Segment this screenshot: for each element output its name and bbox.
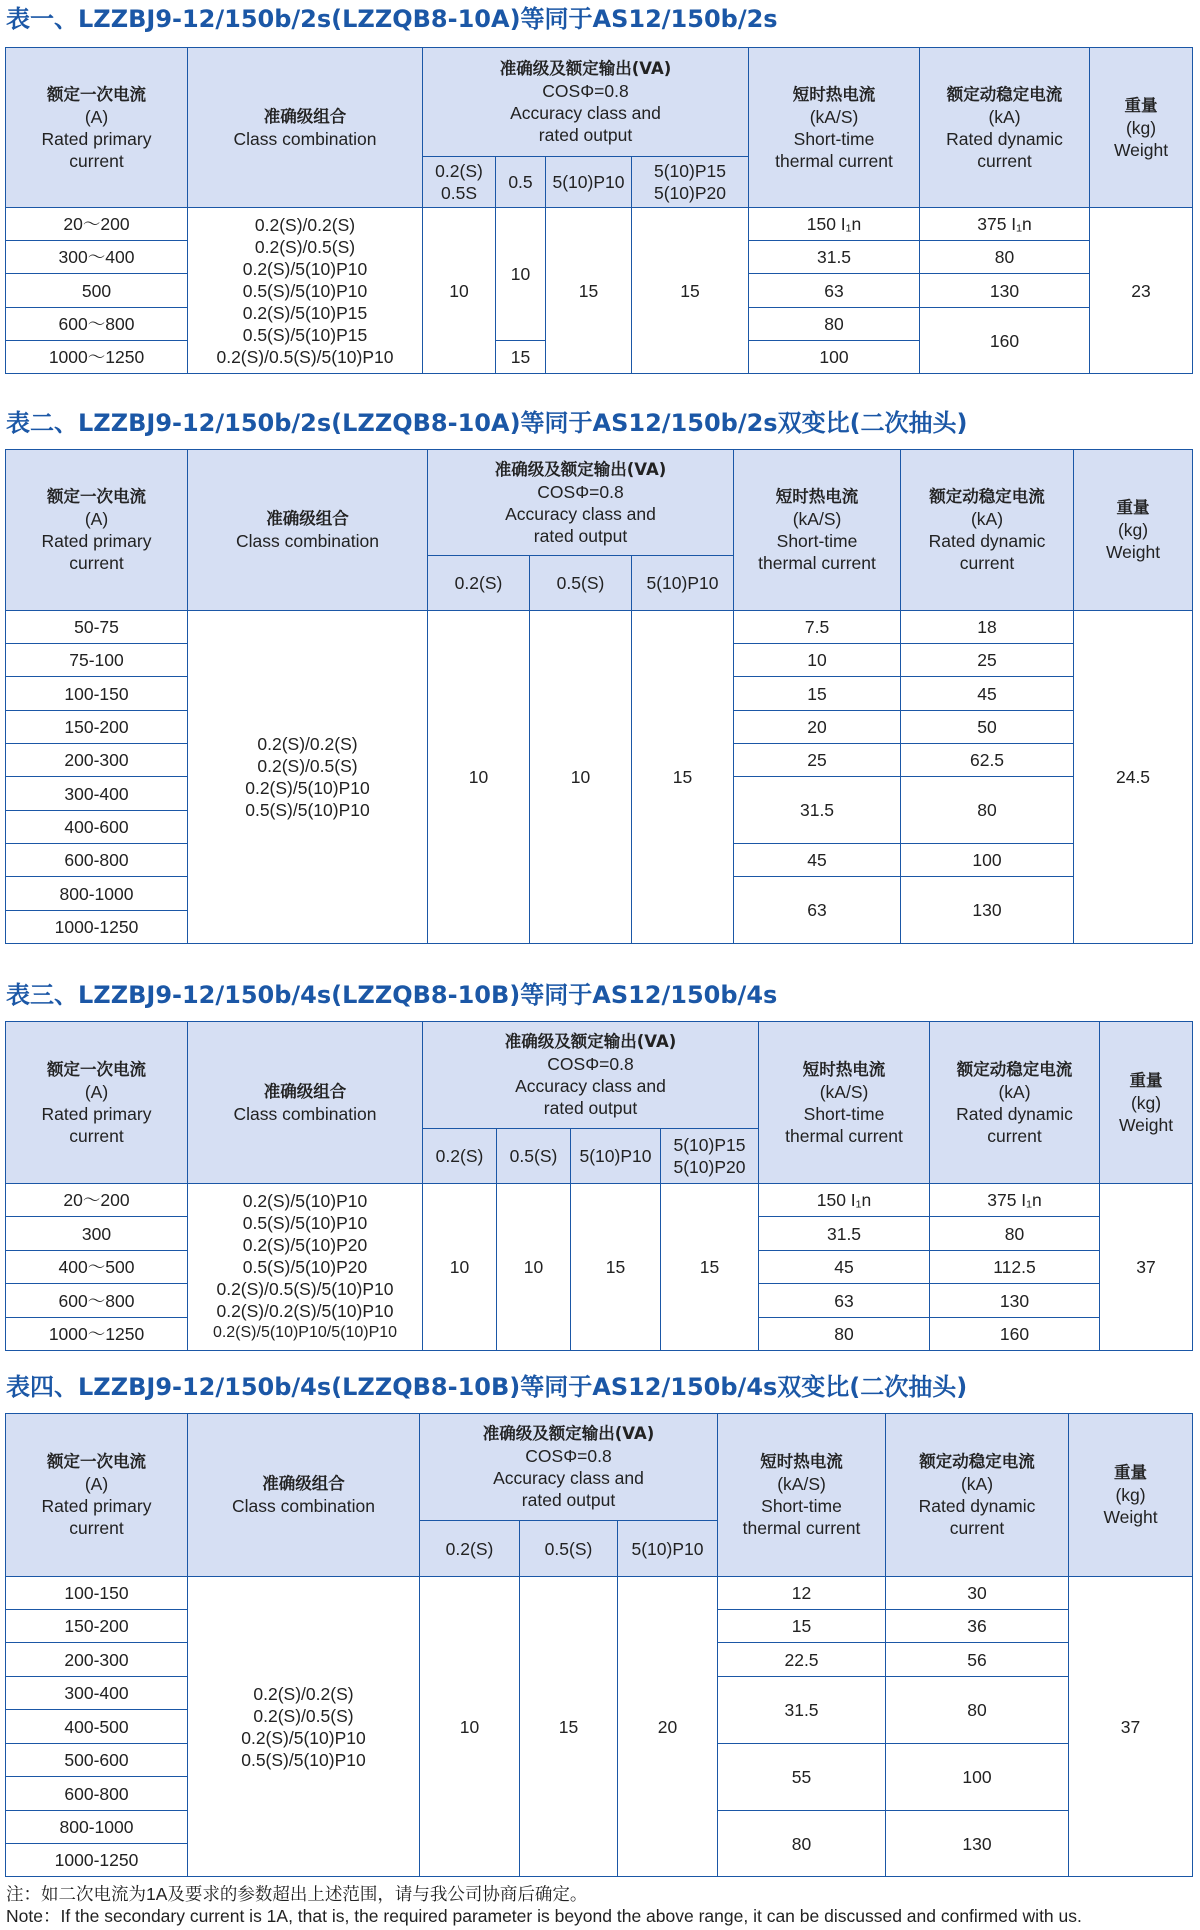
dynamic-cell: 62.5 [901,744,1074,777]
accuracy-output-header: 准确级及额定输出(VA) COSΦ=0.8 Accuracy class and rated output [420,1414,718,1521]
dynamic-current-header: 额定动稳定电流 (kA) Rated dynamic current [920,48,1090,208]
weight-header: 重量 (kg) Weight [1090,48,1193,208]
primary-current-cell: 200-300 [6,1643,188,1677]
dynamic-cell: 36 [886,1610,1069,1643]
dynamic-current-header: 额定动稳定电流 (kA) Rated dynamic current [886,1414,1069,1577]
primary-current-cell: 100-150 [6,677,188,711]
table3 [5,1021,1193,1351]
weight-header: 重量 (kg) Weight [1074,450,1193,611]
dynamic-cell: 50 [901,711,1074,744]
dynamic-cell: 130 [901,877,1074,944]
dynamic-cell: 80 [920,241,1090,274]
output-cell: 15 [496,341,546,374]
class-combination-cell: 0.2(S)/0.2(S) 0.2(S)/0.5(S) 0.2(S)/5(10)P10 0.5(S)/5(10)P10 0.2(S)/5(10)P15 0.5(S)/5(10)P15 0.2(S)/0.5(S)/5(10)P10 [188,208,423,374]
note-en-text: If the secondary current is 1A, that is, the required parameter is beyond the above range, it can be discussed and confirmed with us. [60,1906,1082,1926]
table4 [5,1413,1193,1877]
primary-current-cell: 400～500 [6,1251,188,1284]
primary-current-header: 额定一次电流 (A) Rated primary current [6,1414,188,1577]
primary-current-header: 额定一次电流 (A) Rated primary current [6,1022,188,1184]
output-cell: 10 [423,1184,497,1351]
primary-current-cell: 150-200 [6,1610,188,1643]
weight-cell: 37 [1100,1184,1193,1351]
thermal-cell: 15 [718,1610,886,1643]
primary-current-cell: 100-150 [6,1577,188,1610]
thermal-cell: 15 [734,677,901,711]
weight-header: 重量 (kg) Weight [1100,1022,1193,1184]
table3-title: 表三、LZZBJ9-12/150b/4s(LZZQB8-10B)等同于AS12/150b/4s [6,981,778,1009]
sub-header: 5(10)P10 [632,556,734,611]
primary-current-cell: 600-800 [6,1777,188,1811]
dynamic-cell: 80 [930,1217,1100,1251]
thermal-cell: 63 [749,274,920,308]
primary-current-cell: 50-75 [6,611,188,644]
thermal-cell: 63 [759,1284,930,1318]
sub-header: 0.5(S) [530,556,632,611]
thermal-cell: 31.5 [749,241,920,274]
thermal-cell: 31.5 [734,777,901,844]
class-combination-header: 准确级组合 Class combination [188,1414,420,1577]
primary-current-cell: 200-300 [6,744,188,777]
dynamic-cell: 130 [886,1811,1069,1877]
dynamic-cell: 160 [930,1318,1100,1351]
sub-header: 0.2(S) [423,1129,497,1184]
dynamic-cell: 80 [901,777,1074,844]
dynamic-cell: 112.5 [930,1251,1100,1284]
thermal-cell: 22.5 [718,1643,886,1677]
output-cell: 15 [520,1577,618,1877]
class-combination-header: 准确级组合 Class combination [188,1022,423,1184]
output-cell: 10 [497,1184,571,1351]
thermal-current-header: 短时热电流 (kA/S) Short-time thermal current [749,48,920,208]
primary-current-cell: 400-600 [6,811,188,844]
dynamic-cell: 80 [886,1677,1069,1744]
table4-title: 表四、LZZBJ9-12/150b/4s(LZZQB8-10B)等同于AS12/150b/4s双变比(二次抽头) [6,1373,968,1401]
thermal-cell: 12 [718,1577,886,1610]
output-cell: 10 [428,611,530,944]
primary-current-cell: 400-500 [6,1710,188,1744]
dynamic-cell: 160 [920,308,1090,374]
sub-header: 5(10)P10 [618,1521,718,1577]
dynamic-current-header: 额定动稳定电流 (kA) Rated dynamic current [901,450,1074,611]
dynamic-cell: 30 [886,1577,1069,1610]
thermal-cell: 150 I₁n [759,1184,930,1217]
class-combination-header: 准确级组合 Class combination [188,450,428,611]
primary-current-cell: 1000-1250 [6,911,188,944]
weight-header: 重量 (kg) Weight [1069,1414,1193,1577]
note-zh: 注：如二次电流为1A及要求的参数超出上述范围，请与我公司协商后确定。 [6,1884,588,1904]
table2 [5,449,1193,944]
primary-current-cell: 20～200 [6,208,188,241]
sub-header: 0.5(S) [497,1129,571,1184]
thermal-cell: 25 [734,744,901,777]
primary-current-cell: 600～800 [6,1284,188,1318]
note-en [6,1905,1082,1927]
thermal-cell: 80 [718,1811,886,1877]
primary-current-header: 额定一次电流 (A) Rated primary current [6,48,188,208]
thermal-cell: 80 [759,1318,930,1351]
primary-current-cell: 1000～1250 [6,341,188,374]
weight-cell: 23 [1090,208,1193,374]
dynamic-cell: 56 [886,1643,1069,1677]
thermal-cell: 45 [759,1251,930,1284]
primary-current-cell: 800-1000 [6,877,188,911]
primary-current-cell: 600～800 [6,308,188,341]
thermal-cell: 31.5 [759,1217,930,1251]
dynamic-cell: 100 [886,1744,1069,1811]
primary-current-cell: 500 [6,274,188,308]
thermal-cell: 150 I₁n [749,208,920,241]
table1 [5,47,1193,374]
primary-current-header: 额定一次电流 (A) Rated primary current [6,450,188,611]
thermal-cell: 10 [734,644,901,677]
primary-current-cell: 600-800 [6,844,188,877]
primary-current-cell: 500-600 [6,1744,188,1777]
sub-header: 0.2(S) [420,1521,520,1577]
dynamic-cell: 18 [901,611,1074,644]
thermal-cell: 55 [718,1744,886,1811]
output-cell: 15 [546,208,632,374]
sub-header: 5(10)P15 5(10)P20 [632,157,749,208]
dynamic-cell: 100 [901,844,1074,877]
primary-current-cell: 800-1000 [6,1811,188,1844]
primary-current-cell: 300-400 [6,777,188,811]
thermal-cell: 7.5 [734,611,901,644]
accuracy-output-header: 准确级及额定输出(VA) COSΦ=0.8 Accuracy class and rated output [423,1022,759,1129]
dynamic-cell: 45 [901,677,1074,711]
primary-current-cell: 20～200 [6,1184,188,1217]
thermal-cell: 20 [734,711,901,744]
weight-cell: 37 [1069,1577,1193,1877]
primary-current-cell: 1000-1250 [6,1844,188,1877]
class-combination-cell: 0.2(S)/0.2(S) 0.2(S)/0.5(S) 0.2(S)/5(10)P10 0.5(S)/5(10)P10 [188,611,428,944]
thermal-cell: 80 [749,308,920,341]
class-combination-cell: 0.2(S)/0.2(S) 0.2(S)/0.5(S) 0.2(S)/5(10)P10 0.5(S)/5(10)P10 [188,1577,420,1877]
dynamic-cell: 130 [920,274,1090,308]
dynamic-cell: 25 [901,644,1074,677]
thermal-current-header: 短时热电流 (kA/S) Short-time thermal current [718,1414,886,1577]
class-combination-header: 准确级组合 Class combination [188,48,423,208]
thermal-current-header: 短时热电流 (kA/S) Short-time thermal current [759,1022,930,1184]
primary-current-cell: 1000～1250 [6,1318,188,1351]
dynamic-current-header: 额定动稳定电流 (kA) Rated dynamic current [930,1022,1100,1184]
table2-title: 表二、LZZBJ9-12/150b/2s(LZZQB8-10A)等同于AS12/150b/2s双变比(二次抽头) [6,409,968,437]
accuracy-output-header: 准确级及额定输出(VA) COSΦ=0.8 Accuracy class and rated output [428,450,734,556]
sub-header: 0.5 [496,157,546,208]
sub-header: 5(10)P15 5(10)P20 [661,1129,759,1184]
output-cell: 15 [632,611,734,944]
thermal-current-header: 短时热电流 (kA/S) Short-time thermal current [734,450,901,611]
accuracy-output-header: 准确级及额定输出(VA) COSΦ=0.8 Accuracy class and rated output [423,48,749,157]
note-en-label: Note： [6,1906,61,1926]
thermal-cell: 100 [749,341,920,374]
output-cell: 15 [661,1184,759,1351]
dynamic-cell: 375 I₁n [930,1184,1100,1217]
output-cell: 10 [420,1577,520,1877]
output-cell: 20 [618,1577,718,1877]
output-cell: 10 [530,611,632,944]
dynamic-cell: 375 I₁n [920,208,1090,241]
primary-current-cell: 300 [6,1217,188,1251]
output-cell: 10 [496,208,546,341]
sub-header: 0.5(S) [520,1521,618,1577]
class-combination-cell: 0.2(S)/5(10)P10 0.5(S)/5(10)P10 0.2(S)/5(10)P20 0.5(S)/5(10)P20 0.2(S)/0.5(S)/5(10)P10 0.2(S)/0.2(S)/5(10)P10 0.2(S)/5(10)P10/5(10)P10 [188,1184,423,1351]
dynamic-cell: 130 [930,1284,1100,1318]
table1-title: 表一、LZZBJ9-12/150b/2s(LZZQB8-10A)等同于AS12/150b/2s [6,5,778,33]
primary-current-cell: 300-400 [6,1677,188,1710]
thermal-cell: 31.5 [718,1677,886,1744]
sub-header: 5(10)P10 [571,1129,661,1184]
sub-header: 0.2(S) [428,556,530,611]
output-cell: 15 [632,208,749,374]
sub-header: 0.2(S) 0.5S [423,157,496,208]
output-cell: 15 [571,1184,661,1351]
sub-header: 5(10)P10 [546,157,632,208]
primary-current-cell: 75-100 [6,644,188,677]
thermal-cell: 45 [734,844,901,877]
primary-current-cell: 300～400 [6,241,188,274]
weight-cell: 24.5 [1074,611,1193,944]
thermal-cell: 63 [734,877,901,944]
primary-current-cell: 150-200 [6,711,188,744]
output-cell: 10 [423,208,496,374]
